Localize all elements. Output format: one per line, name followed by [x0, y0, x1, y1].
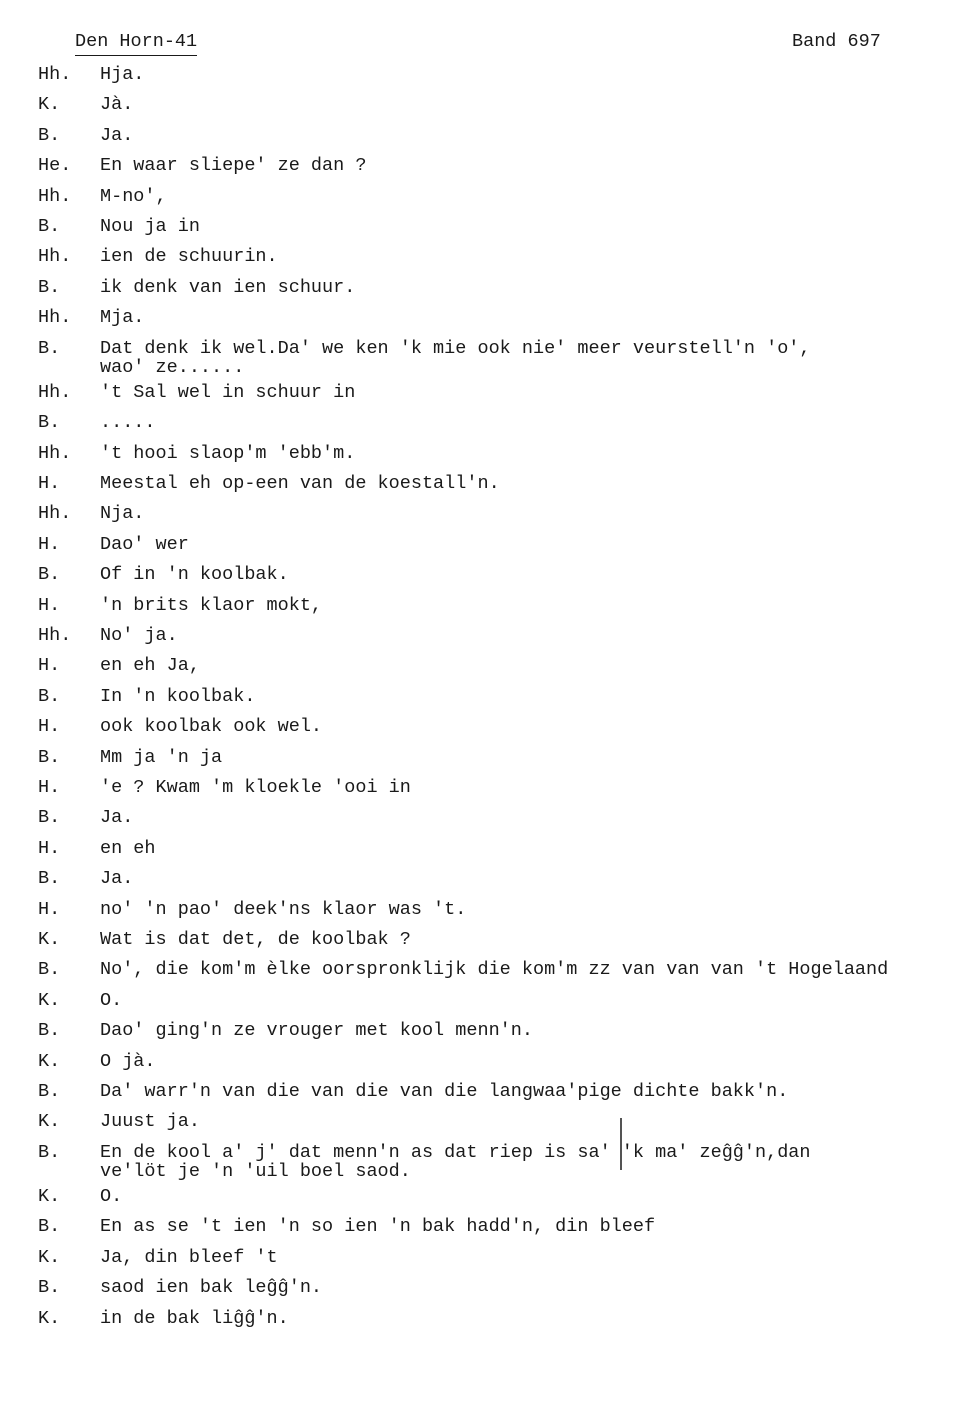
utterance-text: Ja, din bleef 't — [100, 1246, 278, 1268]
transcript-line — [0, 1243, 979, 1273]
speaker-label: H. — [38, 837, 61, 859]
transcript-line — [0, 834, 979, 864]
speaker-label: B. — [38, 337, 61, 359]
utterance-text: Dao' ging'n ze vrouger met kool menn'n. — [100, 1020, 533, 1042]
speaker-label: H. — [38, 655, 61, 677]
utterance-text: En waar sliepe' ze dan ? — [100, 155, 367, 177]
tape-number: Band 697 — [792, 31, 881, 52]
utterance-text: Da' warr'n van die van die van die langwaa'pige dichte bakk'n. — [100, 1080, 789, 1102]
transcript-line — [0, 182, 979, 212]
transcript-line — [0, 651, 979, 681]
utterance-text: en eh Ja, — [100, 655, 200, 677]
speaker-label: Hh. — [38, 442, 72, 464]
utterance-text: ook koolbak ook wel. — [100, 716, 323, 738]
utterance-text: Of in 'n koolbak. — [100, 564, 289, 586]
speaker-label: H. — [38, 533, 61, 555]
transcript-line — [0, 408, 979, 438]
speaker-label: B. — [38, 412, 61, 434]
transcript-line — [0, 773, 979, 803]
utterance-text: O jà. — [100, 1050, 156, 1072]
utterance-text: En as se 't ien 'n so ien 'n bak hadd'n, din bleef — [100, 1216, 656, 1238]
speaker-label: B. — [38, 807, 61, 829]
transcript-line-continuation — [0, 1162, 979, 1182]
utterance-text: Ja. — [100, 868, 134, 890]
speaker-label: K. — [38, 1111, 61, 1133]
transcript-line — [0, 682, 979, 712]
utterance-text: No' ja. — [100, 625, 178, 647]
utterance-text: Mm ja 'n ja — [100, 746, 223, 768]
transcript-line — [0, 469, 979, 499]
transcript-line — [0, 864, 979, 894]
transcript-line — [0, 212, 979, 242]
speaker-label: Hh. — [38, 625, 72, 647]
utterance-text: 'n brits klaor mokt, — [100, 594, 323, 616]
utterance-text: Nou ja in — [100, 215, 200, 237]
transcript — [0, 60, 979, 1334]
speaker-label: B. — [38, 868, 61, 890]
utterance-text: 'e ? Kwam 'm kloekle 'ooi in — [100, 776, 411, 798]
transcript-line — [0, 1212, 979, 1242]
speaker-label: Hh. — [38, 381, 72, 403]
transcript-line — [0, 121, 979, 151]
speaker-label: B. — [38, 1141, 61, 1163]
transcript-line — [0, 621, 979, 651]
speaker-label: B. — [38, 564, 61, 586]
transcript-line — [0, 803, 979, 833]
speaker-label: H. — [38, 776, 61, 798]
utterance-text: 't hooi slaop'm 'ebb'm. — [100, 442, 356, 464]
transcript-line-continuation — [0, 358, 979, 378]
speaker-label: B. — [38, 1216, 61, 1238]
speaker-label: K. — [38, 928, 61, 950]
transcript-line — [0, 1304, 979, 1334]
transcript-line — [0, 439, 979, 469]
transcript-line — [0, 60, 979, 90]
utterance-text: Ja. — [100, 807, 134, 829]
speaker-label: H. — [38, 898, 61, 920]
utterance-text: ..... — [100, 412, 156, 434]
speaker-label: B. — [38, 1020, 61, 1042]
transcript-line — [0, 895, 979, 925]
speaker-label: B. — [38, 276, 61, 298]
transcript-line — [0, 743, 979, 773]
speaker-label: B. — [38, 746, 61, 768]
speaker-label: Hh. — [38, 503, 72, 525]
speaker-label: H. — [38, 716, 61, 738]
utterance-text: Ja. — [100, 124, 134, 146]
transcript-line — [0, 712, 979, 742]
utterance-text: no' 'n pao' deek'ns klaor was 't. — [100, 898, 467, 920]
speaker-label: H. — [38, 473, 61, 495]
utterance-text: Mja. — [100, 307, 145, 329]
transcript-line — [0, 1182, 979, 1212]
speaker-label: Hh. — [38, 64, 72, 85]
transcript-line — [0, 1047, 979, 1077]
page-header — [0, 30, 979, 58]
transcript-line — [0, 986, 979, 1016]
speaker-label: B. — [38, 1277, 61, 1299]
transcript-line — [0, 303, 979, 333]
utterance-text: O. — [100, 989, 123, 1011]
transcript-line — [0, 1273, 979, 1303]
utterance-text: Dat denk ik wel.Da' we ken 'k mie ook nie' meer veurstell'n 'o', — [100, 337, 811, 359]
utterance-text: in de bak liĝĝ'n. — [100, 1307, 289, 1329]
transcript-line — [0, 560, 979, 590]
utterance-text: Dao' wer — [100, 533, 189, 555]
transcript-line — [0, 378, 979, 408]
transcript-line — [0, 955, 979, 985]
speaker-label: B. — [38, 215, 61, 237]
speaker-label: K. — [38, 989, 61, 1011]
speaker-label: K. — [38, 94, 61, 116]
speaker-label: K. — [38, 1246, 61, 1268]
transcript-line — [0, 1016, 979, 1046]
transcript-line — [0, 499, 979, 529]
speaker-label: B. — [38, 685, 61, 707]
transcript-line — [0, 90, 979, 120]
transcript-line — [0, 591, 979, 621]
speaker-label: B. — [38, 124, 61, 146]
transcript-line — [0, 530, 979, 560]
speaker-label: K. — [38, 1307, 61, 1329]
utterance-text: Juust ja. — [100, 1111, 200, 1133]
utterance-text: En de kool a' j' dat menn'n as dat riep is sa' 'k ma' zeĝĝ'n,dan — [100, 1141, 811, 1163]
utterance-text: No', die kom'm èlke oorspronklijk die kom'm zz van van van 't Hogelaand — [100, 959, 889, 981]
utterance-text: ik denk van ien schuur. — [100, 276, 356, 298]
speaker-label: H. — [38, 594, 61, 616]
utterance-text: M-no', — [100, 185, 167, 207]
transcript-line — [0, 1107, 979, 1137]
document-title: Den Horn-41 — [75, 30, 197, 56]
utterance-text: O. — [100, 1186, 123, 1208]
utterance-text: wao' ze...... — [100, 356, 245, 378]
speaker-label: K. — [38, 1186, 61, 1208]
utterance-text: Wat is dat det, de koolbak ? — [100, 928, 411, 950]
utterance-text: Hja. — [100, 64, 145, 85]
utterance-text: Meestal eh op-een van de koestall'n. — [100, 473, 500, 495]
utterance-text: Nja. — [100, 503, 145, 525]
transcript-line — [0, 273, 979, 303]
utterance-text: en eh — [100, 837, 156, 859]
speaker-label: B. — [38, 959, 61, 981]
speaker-label: K. — [38, 1050, 61, 1072]
utterance-text: In 'n koolbak. — [100, 685, 256, 707]
speaker-label: Hh. — [38, 185, 72, 207]
utterance-text: ien de schuurin. — [100, 246, 278, 268]
speaker-label: B. — [38, 1080, 61, 1102]
utterance-text: ve'löt je 'n 'uil boel saod. — [100, 1161, 411, 1183]
transcript-line — [0, 1077, 979, 1107]
transcript-line — [0, 925, 979, 955]
transcript-line — [0, 242, 979, 272]
utterance-text: 't Sal wel in schuur in — [100, 381, 356, 403]
utterance-text: Jà. — [100, 94, 134, 116]
speaker-label: Hh. — [38, 246, 72, 268]
speaker-label: He. — [38, 155, 72, 177]
utterance-text: saod ien bak leĝĝ'n. — [100, 1277, 323, 1299]
transcript-line — [0, 151, 979, 181]
speaker-label: Hh. — [38, 307, 72, 329]
